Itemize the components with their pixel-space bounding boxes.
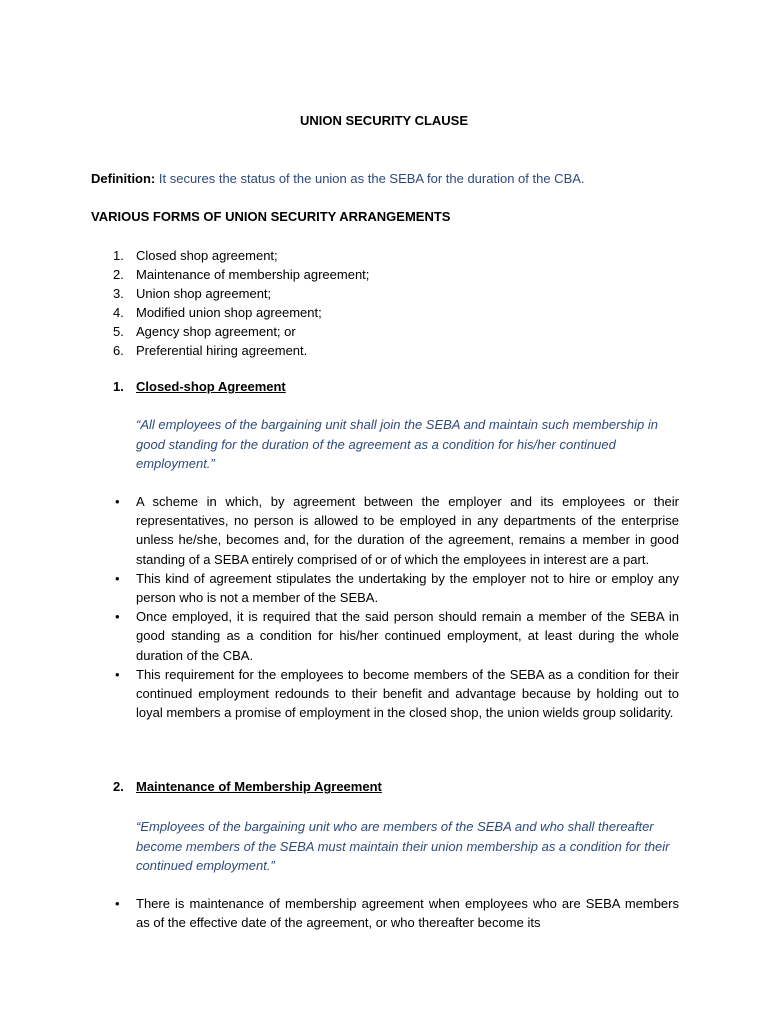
section-title: Closed-shop Agreement <box>136 379 286 394</box>
bullet-text: This requirement for the employees to become members of the SEBA as a condition for their continued employment redounds to their benefit and advantage because by holding out to loyal members a promise of employment in the closed shop, the union wields group solidarity. <box>136 666 679 721</box>
list-item-text: Preferential hiring agreement. <box>136 343 308 358</box>
section-quote: “Employees of the bargaining unit who are members of the SEBA and who shall thereafter become members of the SEBA must maintain their union membership as a condition for their continued employment.” <box>136 819 670 873</box>
bullet-icon: • <box>115 609 120 625</box>
list-item-number: 2. <box>113 267 124 282</box>
list-item-number: 5. <box>113 324 124 339</box>
section-quote: “All employees of the bargaining unit shall join the SEBA and maintain such membership in good standing for the duration of the agreement as a condition for his/her continued employment.” <box>136 417 658 471</box>
list-item-text: Maintenance of membership agreement; <box>136 267 370 282</box>
list-item <box>91 246 369 265</box>
list-item-number: 6. <box>113 343 124 358</box>
bullet-item <box>113 492 679 569</box>
page-title: UNION SECURITY CLAUSE <box>299 113 469 128</box>
bullet-item <box>113 894 679 932</box>
list-item <box>91 265 369 284</box>
definition-paragraph <box>91 171 691 186</box>
forms-list <box>91 246 369 360</box>
bullet-text: There is maintenance of membership agreement when employees who are SEBA members as of the effective date of the agreement, or who thereafter become its <box>136 896 679 931</box>
section-number: 1. <box>113 379 124 394</box>
list-item <box>91 284 369 303</box>
bullet-text: A scheme in which, by agreement between the employer and its employees or their representatives, no person is allowed to be employed in any departments of the enterprise unless he/she, becomes and, for the duration of the agreement, remains a member in good standing of a SEBA entirely comprised of or of which the employees in interest are a part. <box>136 494 679 567</box>
list-item-number: 1. <box>113 248 124 263</box>
bullet-item <box>113 569 679 607</box>
list-item <box>91 303 369 322</box>
bullet-icon: • <box>115 494 120 509</box>
definition-text: It secures the status of the union as the SEBA for the duration of the CBA. <box>155 171 585 186</box>
bullet-text: Once employed, it is required that the said person should remain a member of the SEBA in good standing as a condition for his/her continued employment, at least during the whole duration of the CBA. <box>136 609 679 663</box>
list-item <box>91 341 369 360</box>
list-item-number: 3. <box>113 286 124 301</box>
list-item-text: Agency shop agreement; or <box>136 324 296 339</box>
definition-label: Definition: <box>91 171 156 186</box>
list-item-text: Union shop agreement; <box>136 286 272 301</box>
section-number: 2. <box>113 779 124 794</box>
bullet-list <box>113 894 679 932</box>
bullet-icon: • <box>115 666 120 682</box>
bullet-icon: • <box>115 570 120 586</box>
bullet-text: This kind of agreement stipulates the undertaking by the employer not to hire or employ any person who is not a member of the SEBA. <box>136 570 679 606</box>
bullet-icon: • <box>115 896 120 911</box>
list-item-number: 4. <box>113 305 124 320</box>
section-heading-maintenance <box>113 779 382 794</box>
section-title: Maintenance of Membership Agreement <box>136 779 382 794</box>
bullet-item <box>113 607 679 665</box>
list-item <box>91 322 369 341</box>
list-item-text: Modified union shop agreement; <box>136 305 322 320</box>
section-heading-closed-shop <box>113 379 286 394</box>
forms-heading: VARIOUS FORMS OF UNION SECURITY ARRANGEMENTS <box>91 209 451 224</box>
bullet-list <box>113 492 679 722</box>
bullet-item <box>113 665 679 723</box>
list-item-text: Closed shop agreement; <box>136 248 278 263</box>
